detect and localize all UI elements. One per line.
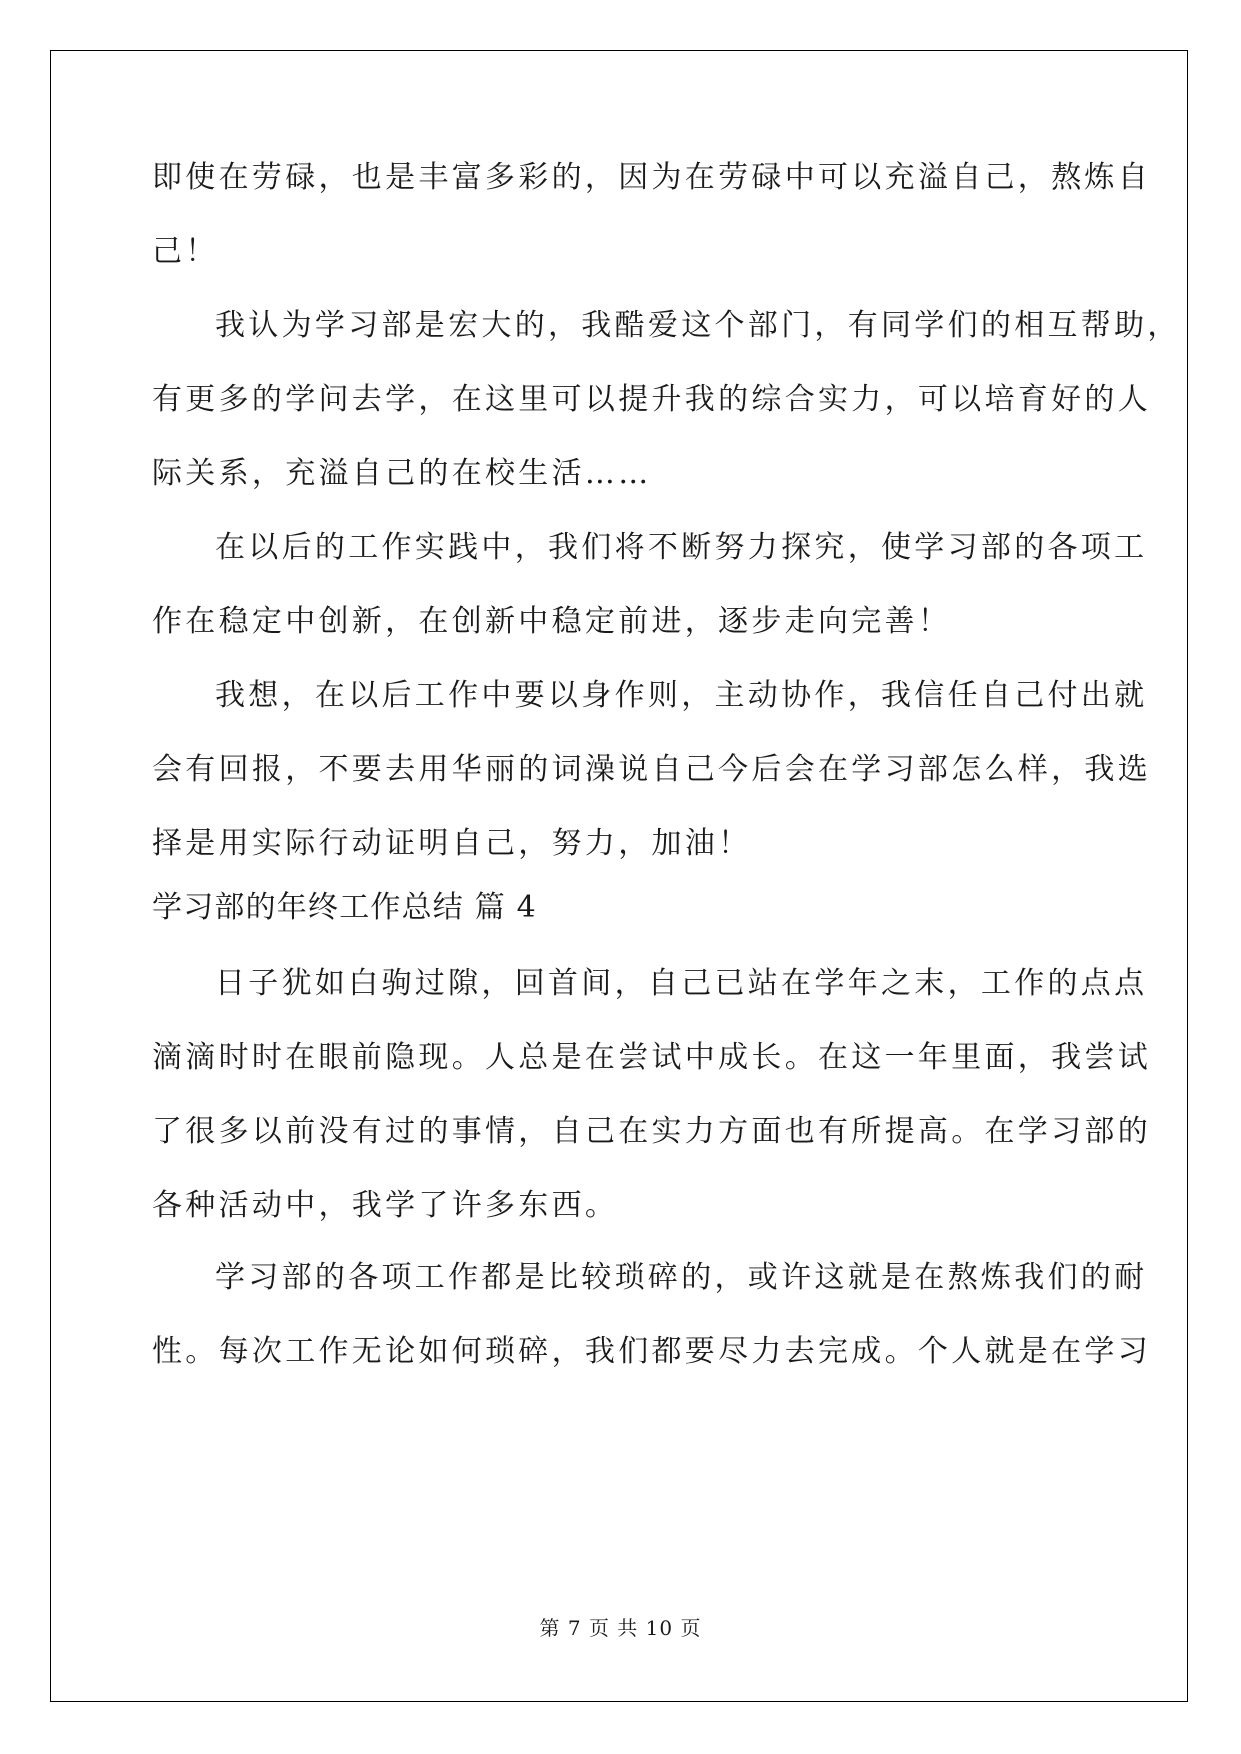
paragraph-line: 即使在劳碌，也是丰富多彩的，因为在劳碌中可以充溢自己，熬炼自 xyxy=(152,160,1151,195)
paragraph-line: 日子犹如白驹过隙，回首间，自己已站在学年之末，工作的点点 xyxy=(215,966,1148,1001)
paragraph-line: 际关系，充溢自己的在校生活…… xyxy=(152,456,652,491)
paragraph-line: 学习部的各项工作都是比较琐碎的，或许这就是在熬炼我们的耐 xyxy=(215,1260,1148,1295)
paragraph-line: 了很多以前没有过的事情，自己在实力方面也有所提高。在学习部的 xyxy=(152,1114,1151,1149)
page-border xyxy=(50,50,1188,1702)
paragraph-line: 己！ xyxy=(152,234,219,269)
paragraph-line: 各种活动中，我学了许多东西。 xyxy=(152,1188,619,1223)
section-heading: 学习部的年终工作总结 篇 4 xyxy=(152,890,537,925)
paragraph-line: 性。每次工作无论如何琐碎，我们都要尽力去完成。个人就是在学习 xyxy=(152,1334,1151,1369)
page-number-footer: 第 7 页 共 10 页 xyxy=(539,1616,702,1640)
paragraph-line: 滴滴时时在眼前隐现。人总是在尝试中成长。在这一年里面，我尝试 xyxy=(152,1040,1151,1075)
paragraph-line: 择是用实际行动证明自己，努力，加油！ xyxy=(152,826,752,861)
paragraph-line: 在以后的工作实践中，我们将不断努力探究，使学习部的各项工 xyxy=(215,530,1148,565)
paragraph-line: 有更多的学问去学，在这里可以提升我的综合实力，可以培育好的人 xyxy=(152,382,1151,417)
paragraph-line: 我想，在以后工作中要以身作则，主动协作，我信任自己付出就 xyxy=(215,678,1148,713)
paragraph-line: 作在稳定中创新，在创新中稳定前进，逐步走向完善！ xyxy=(152,604,952,639)
paragraph-line: 会有回报，不要去用华丽的词澡说自己今后会在学习部怎么样，我选 xyxy=(152,752,1151,787)
paragraph-line: 我认为学习部是宏大的，我酷爱这个部门，有同学们的相互帮助， xyxy=(215,308,1181,343)
